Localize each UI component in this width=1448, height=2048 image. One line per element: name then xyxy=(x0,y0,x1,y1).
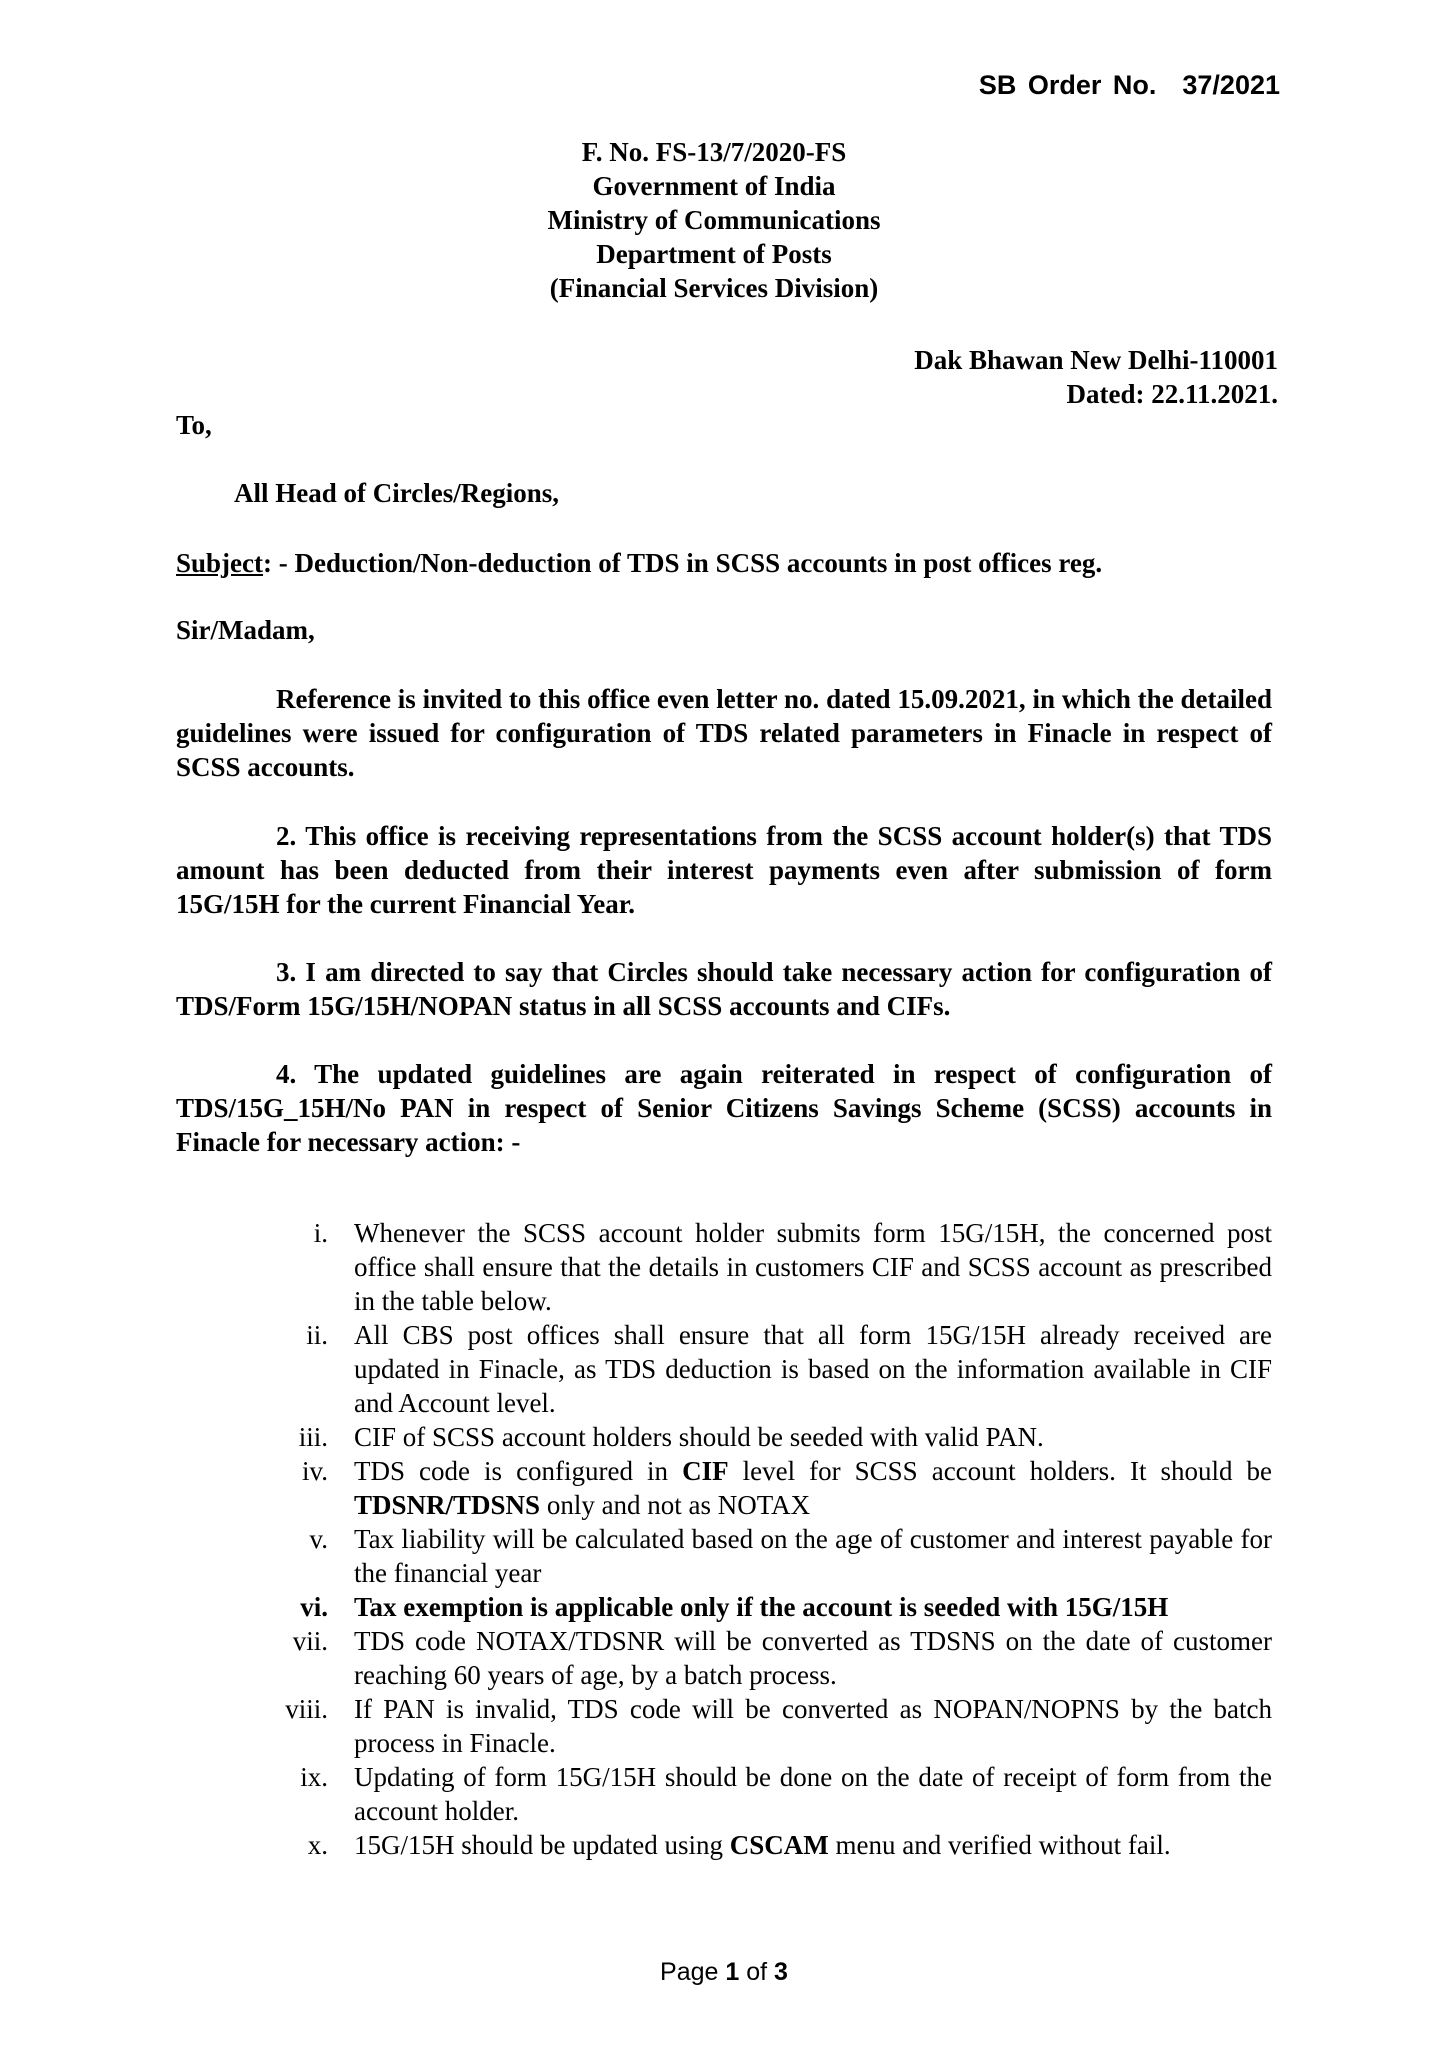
list-item xyxy=(176,1590,1272,1624)
subject-line xyxy=(176,548,1102,579)
list-text-bold: CIF xyxy=(682,1456,729,1486)
list-item xyxy=(176,1624,1272,1692)
list-item xyxy=(176,1420,1272,1454)
recipients: All Head of Circles/Regions, xyxy=(234,478,559,508)
list-text-bold: TDSNR/TDSNS xyxy=(354,1490,541,1520)
list-text: menu and verified without fail. xyxy=(828,1830,1171,1860)
file-number: F. No. FS-13/7/2020-FS xyxy=(581,137,847,167)
paragraph-1 xyxy=(176,682,1272,784)
paragraph-2-text: 2. This office is receiving representations from the SCSS account holder(s) that TDS amount has been deducted from their interest payments even after submission of form 15G/15H for the current Financial Year. xyxy=(176,821,1272,919)
footer-page-label: Page xyxy=(660,1958,719,1986)
list-text: level for SCSS account holders. It should be xyxy=(728,1456,1273,1486)
list-number: vi. xyxy=(300,1592,328,1622)
footer-of-label: of xyxy=(746,1958,768,1986)
footer-current-page: 1 xyxy=(725,1958,740,1986)
paragraph-4-text: 4. The updated guidelines are again reiterated in respect of configuration of TDS/15G_15H/No PAN in respect of Senior Citizens Savings Scheme (SCSS) accounts in Finacle for necessary action: - xyxy=(176,1059,1272,1157)
list-text: Tax exemption is applicable only if the account is seeded with 15G/15H xyxy=(354,1592,1169,1622)
letter-date: Dated: 22.11.2021. xyxy=(1066,379,1278,409)
list-number: x. xyxy=(307,1830,328,1860)
sb-order-label: SB Order No. xyxy=(978,70,1157,100)
paragraph-4 xyxy=(176,1057,1272,1159)
list-item xyxy=(176,1828,1272,1862)
salutation: Sir/Madam, xyxy=(176,615,315,645)
list-text: If PAN is invalid, TDS code will be converted as NOPAN/NOPNS by the batch process in Finacle. xyxy=(354,1694,1272,1758)
list-number: ix. xyxy=(300,1762,328,1792)
sb-order-number xyxy=(979,70,1280,101)
to-line: To, xyxy=(176,410,212,440)
paragraph-3 xyxy=(176,955,1272,1023)
list-text: CIF of SCSS account holders should be seeded with valid PAN. xyxy=(354,1422,1044,1452)
ministry-name: Ministry of Communications xyxy=(547,205,881,235)
list-item xyxy=(176,1760,1272,1828)
list-text: All CBS post offices shall ensure that all form 15G/15H already received are updated in Finacle, as TDS deduction is based on the information available in CIF and Account level. xyxy=(354,1320,1272,1418)
list-text: Tax liability will be calculated based on the age of customer and interest payable for the financial year xyxy=(354,1524,1272,1588)
list-item xyxy=(176,1522,1272,1590)
list-text: TDS code is configured in xyxy=(354,1456,683,1486)
list-number: iii. xyxy=(298,1422,328,1452)
list-text: 15G/15H should be updated using xyxy=(354,1830,730,1860)
division-name: (Financial Services Division) xyxy=(549,273,879,303)
list-text: Updating of form 15G/15H should be done on the date of receipt of form from the account holder. xyxy=(354,1762,1272,1826)
list-number: ii. xyxy=(306,1320,328,1350)
list-number: vii. xyxy=(292,1626,328,1656)
subject-text: : - Deduction/Non-deduction of TDS in SCSS accounts in post offices reg. xyxy=(263,548,1103,578)
list-item xyxy=(176,1692,1272,1760)
list-text-bold: CSCAM xyxy=(729,1830,829,1860)
list-text: TDS code NOTAX/TDSNR will be converted as TDSNS on the date of customer reaching 60 years of age, by a batch process. xyxy=(354,1626,1272,1690)
government-name: Government of India xyxy=(592,171,836,201)
department-name: Department of Posts xyxy=(596,239,832,269)
letter-header xyxy=(0,135,1448,305)
list-item xyxy=(176,1216,1272,1318)
list-item xyxy=(176,1454,1272,1522)
guidelines-list xyxy=(176,1216,1272,1862)
paragraph-3-text: 3. I am directed to say that Circles should take necessary action for configuration of TDS/Form 15G/15H/NOPAN status in all SCSS accounts and CIFs. xyxy=(176,957,1272,1021)
footer-total-pages: 3 xyxy=(774,1958,788,1986)
paragraph-1-text: Reference is invited to this office even letter no. dated 15.09.2021, in which the detailed guidelines were issued for configuration of TDS related parameters in Finacle in respect of SCSS accounts. xyxy=(176,684,1272,782)
page-footer xyxy=(0,1958,1448,1987)
list-number: iv. xyxy=(302,1456,328,1486)
subject-label: Subject xyxy=(176,548,263,578)
list-number: i. xyxy=(313,1218,328,1248)
list-number: viii. xyxy=(285,1694,328,1724)
list-item xyxy=(176,1318,1272,1420)
list-number: v. xyxy=(309,1524,328,1554)
list-text: only and not as NOTAX xyxy=(540,1490,811,1520)
sb-order-value: 37/2021 xyxy=(1182,70,1280,100)
paragraph-2 xyxy=(176,819,1272,921)
list-text: Whenever the SCSS account holder submits form 15G/15H, the concerned post office shall ensure that the details in customers CIF and SCSS account as prescribed in the table below. xyxy=(354,1218,1272,1316)
office-address: Dak Bhawan New Delhi-110001 xyxy=(914,345,1278,375)
